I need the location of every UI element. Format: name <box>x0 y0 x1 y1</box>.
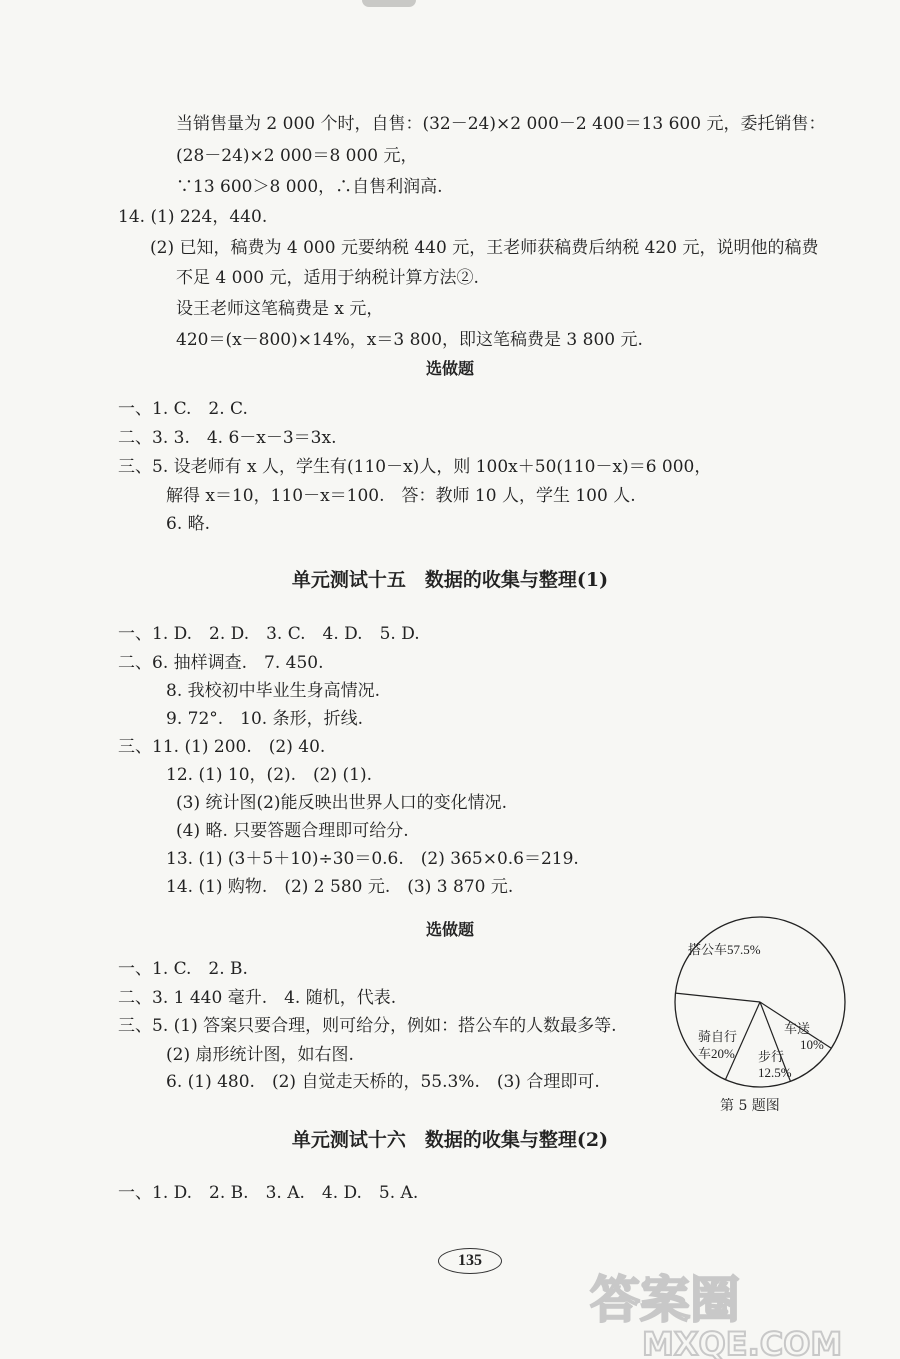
section-title-optional: 选做题 <box>425 920 474 939</box>
answer-line: 一、1. C. 2. B. <box>118 959 248 979</box>
answer-line: 6. (1) 480. (2) 自觉走天桥的，55.3%. (3) 合理即可. <box>166 1072 600 1092</box>
pie-slice-label: 车送 <box>784 1021 811 1036</box>
pie-slice-label: 搭公车57.5% <box>688 942 761 957</box>
pie-slice-label: 骑自行 <box>698 1029 738 1044</box>
answer-line: 一、1. C. 2. C. <box>118 399 248 419</box>
answer-line: (4) 略. 只要答题合理即可给分. <box>176 821 409 841</box>
site-watermark <box>560 1265 900 1359</box>
question-14: 14. (1) 224，440. <box>118 207 268 227</box>
answer-line: 不足 4 000 元，适用于纳税计算方法②. <box>176 268 479 288</box>
answer-line: 420＝(x－800)×14%，x＝3 800，即这笔稿费是 3 800 元. <box>176 330 643 350</box>
page-number: 135 <box>438 1248 502 1274</box>
answer-line: 一、1. D. 2. D. 3. C. 4. D. 5. D. <box>118 624 420 644</box>
top-scan-mark <box>362 0 416 7</box>
answer-line: ∵13 600＞8 000，∴自售利润高. <box>176 177 443 197</box>
answer-line: 一、1. D. 2. B. 3. A. 4. D. 5. A. <box>118 1183 419 1203</box>
answer-line: 12. (1) 10，(2). (2) (1). <box>166 765 373 785</box>
svg-text:答案圈: 答案圈 <box>590 1271 740 1329</box>
answer-line: 三、5. 设老师有 x 人，学生有(110－x)人，则 100x＋50(110－x)＝6 000， <box>118 457 712 477</box>
answer-line: 设王老师这笔稿费是 x 元， <box>176 299 384 319</box>
answer-line: 6. 略. <box>166 514 211 534</box>
pie-chart <box>660 910 860 1100</box>
answer-line: 13. (1) (3＋5＋10)÷30＝0.6. (2) 365×0.6＝219. <box>166 849 579 869</box>
svg-text:MXQE.COM: MXQE.COM <box>642 1325 843 1359</box>
pie-slice-value: 10% <box>800 1037 824 1052</box>
answer-line: (2) 扇形统计图，如右图. <box>166 1045 354 1065</box>
answer-line: (3) 统计图(2)能反映出世界人口的变化情况. <box>176 793 507 813</box>
answer-line: 8. 我校初中毕业生身高情况. <box>166 681 381 701</box>
answer-line: 三、11. (1) 200. (2) 40. <box>118 737 326 757</box>
chart-caption: 第 5 题图 <box>720 1098 780 1114</box>
answer-line: 三、5. (1) 答案只要合理，则可给分，例如：搭公车的人数最多等. <box>118 1016 617 1036</box>
answer-line: 解得 x＝10，110－x＝100. 答：教师 10 人，学生 100 人. <box>166 486 636 506</box>
pie-slice-value: 12.5% <box>758 1065 792 1080</box>
section-title-optional: 选做题 <box>425 359 474 378</box>
answer-line: 二、3. 3. 4. 6－x－3＝3x. <box>118 428 337 448</box>
answer-line: 9. 72°. 10. 条形，折线. <box>166 709 364 729</box>
unit-16-title: 单元测试十六 数据的收集与整理(2) <box>291 1129 609 1151</box>
pie-slice-boundary <box>675 993 760 1002</box>
unit-15-title: 单元测试十五 数据的收集与整理(1) <box>291 569 609 591</box>
answer-line: 当销售量为 2 000 个时，自售：(32－24)×2 000－2 400＝13 600 元，委托销售： <box>176 114 826 134</box>
answer-line: (2) 已知，稿费为 4 000 元要纳税 440 元，王老师获稿费后纳税 420 元，说明他的稿费 <box>150 238 819 258</box>
answer-line: 二、6. 抽样调查. 7. 450. <box>118 653 324 673</box>
answer-line: 14. (1) 购物. (2) 2 580 元. (3) 3 870 元. <box>166 877 514 897</box>
pie-slice-label: 步行 <box>758 1049 785 1064</box>
pie-slice-value: 车20% <box>698 1046 735 1061</box>
answer-line: 二、3. 1 440 毫升. 4. 随机，代表. <box>118 988 397 1008</box>
answer-line: (28－24)×2 000＝8 000 元， <box>176 146 418 166</box>
